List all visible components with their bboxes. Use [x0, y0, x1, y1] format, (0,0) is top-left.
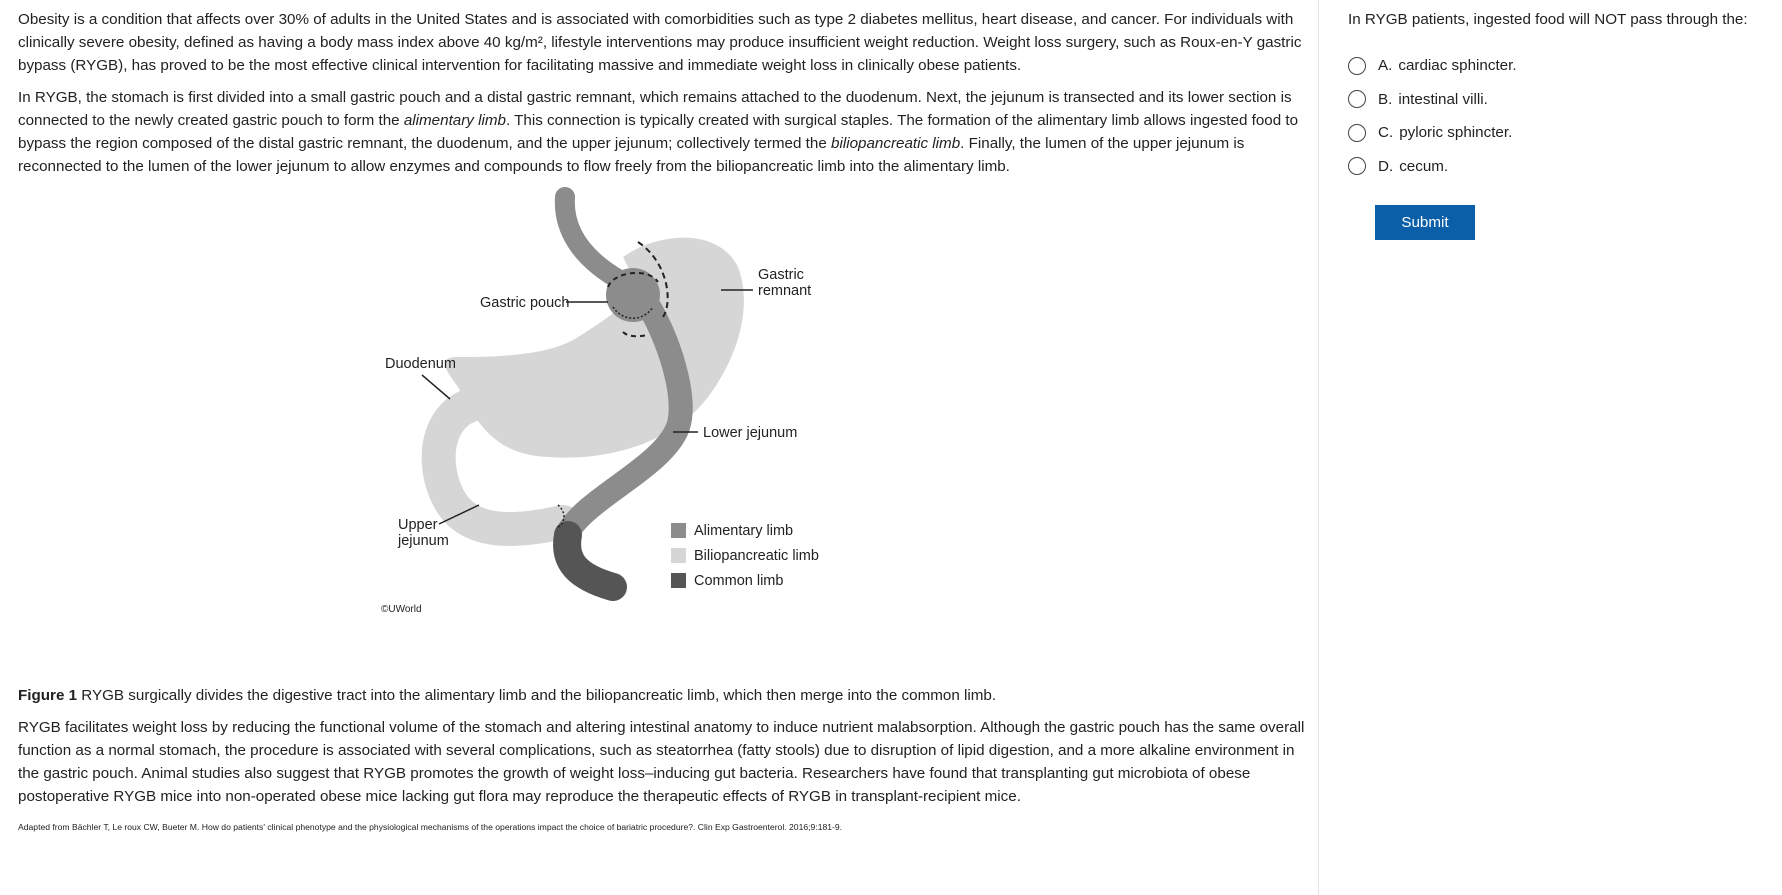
label-upper-jejunum-line1: Upper [398, 517, 438, 533]
choice-b-text: intestinal villi. [1398, 90, 1488, 108]
text-run: . This connection is typically created with surgical staples. The formation of the alimentary limb allows ingested food to bypass the region composed of the distal gastric remnant, the duodenum, and the upper jejunum; collectively termed the [18, 112, 1299, 152]
legend-swatch-common [671, 573, 686, 588]
text-run: Obesity is a condition that affects over 30% of adults in the United States and is associated with comorbidities such as type 2 diabetes mellitus, heart disease, and cancer. For individuals with clinically severe obesity, defined as having a body mass index above 40 kg/m², lifestyle interventions may produce insufficient weight reduction. Weight loss surgery, such as Roux-en-Y gastric bypass (RYGB), has proved to be the most effective clinical intervention for facilitating massive and immediate weight loss in clinically obese patients. [18, 11, 1302, 74]
label-lower-jejunum: Lower jejunum [703, 425, 798, 441]
choice-c-letter: C. [1378, 124, 1394, 142]
choice-c-text: pyloric sphincter. [1399, 124, 1513, 142]
label-upper-jejunum-line2: jejunum [398, 533, 449, 549]
legend-swatch-biliopancreatic [671, 548, 686, 563]
choice-b[interactable] [1348, 83, 1782, 117]
figure-caption-text: RYGB surgically divides the digestive tract into the alimentary limb and the biliopancreatic limb, which then merge into the common limb. [77, 687, 997, 704]
common-limb-shape [567, 535, 613, 587]
rygb-diagram [18, 187, 918, 682]
choice-a[interactable] [1348, 49, 1782, 83]
choice-d-letter: D. [1378, 157, 1394, 175]
choice-a-letter: A. [1378, 57, 1393, 75]
legend-label-biliopancreatic: Biliopancreatic limb [694, 548, 819, 564]
label-gastric-remnant-line1: Gastric [758, 267, 804, 283]
text-run: In RYGB, the stomach is first divided into a small gastric pouch and a distal gastric remnant, which remains attached to the duodenum. Next, the jejunum is transected and its lower section is connected to the newly created gastric pouch to form the [18, 89, 1292, 129]
choice-d[interactable] [1348, 150, 1782, 184]
question-stem: In RYGB patients, ingested food will NOT pass through the: [1348, 11, 1748, 28]
legend-label-common: Common limb [694, 573, 784, 589]
label-duodenum: Duodenum [385, 356, 456, 372]
choice-c[interactable] [1348, 116, 1782, 150]
choice-a-radio[interactable] [1348, 57, 1366, 75]
figure-caption-label: Figure 1 [18, 687, 78, 704]
legend-label-alimentary: Alimentary limb [694, 523, 794, 539]
label-gastric-pouch: Gastric pouch [480, 295, 570, 311]
text-run: . Finally, the lumen of the upper jejunum is reconnected to the lumen of the lower jejunum to allow enzymes and compounds to flow freely from the biliopancreatic limb into the alimentary limb. [18, 135, 1245, 175]
submit-button[interactable]: Submit [1375, 205, 1475, 240]
leader-duodenum [422, 375, 450, 399]
choice-b-radio[interactable] [1348, 90, 1366, 108]
copyright-mark: ©UWorld [381, 604, 422, 615]
passage-paragraph-2 [18, 86, 1308, 178]
choice-d-text: cecum. [1399, 157, 1449, 175]
choice-b-letter: B. [1378, 90, 1393, 108]
citation: Adapted from Bächler T, Le roux CW, Bueter M. How do patients' clinical phenotype and the physiological mechanisms of the operations impact the choice of bariatric procedure?. Clin Exp Gastroenterol. 2016;9:181-9. [18, 822, 843, 832]
passage-paragraph-3: RYGB facilitates weight loss by reducing the functional volume of the stomach and altering intestinal anatomy to induce nutrient malabsorption. Although the gastric pouch has the same overall function as a normal stomach, the procedure is associated with several complications, such as steatorrhea (fatty stools) due to disruption of lipid digestion, and a more alkaline environment in the gastric pouch. Animal studies also suggest that RYGB promotes the growth of weight loss–inducing gut bacteria. Researchers have found that transplanting gut microbiota of obese postoperative RYGB mice into non-operated obese mice lacking gut flora may reproduce the therapeutic effects of RYGB in transplant-recipient mice. [18, 719, 1305, 805]
passage-paragraph-1 [18, 8, 1308, 77]
choice-c-radio[interactable] [1348, 124, 1366, 142]
choice-a-text: cardiac sphincter. [1398, 57, 1517, 75]
legend-swatch-alimentary [671, 523, 686, 538]
italic-term: alimentary limb [403, 112, 506, 129]
figure-caption [18, 684, 1308, 707]
italic-term: biliopancreatic limb [831, 135, 961, 152]
figure-rygb [18, 187, 918, 682]
label-gastric-remnant-line2: remnant [758, 283, 812, 299]
choice-d-radio[interactable] [1348, 157, 1366, 175]
esophagus-shape [565, 197, 623, 282]
question-panel [1319, 0, 1782, 895]
